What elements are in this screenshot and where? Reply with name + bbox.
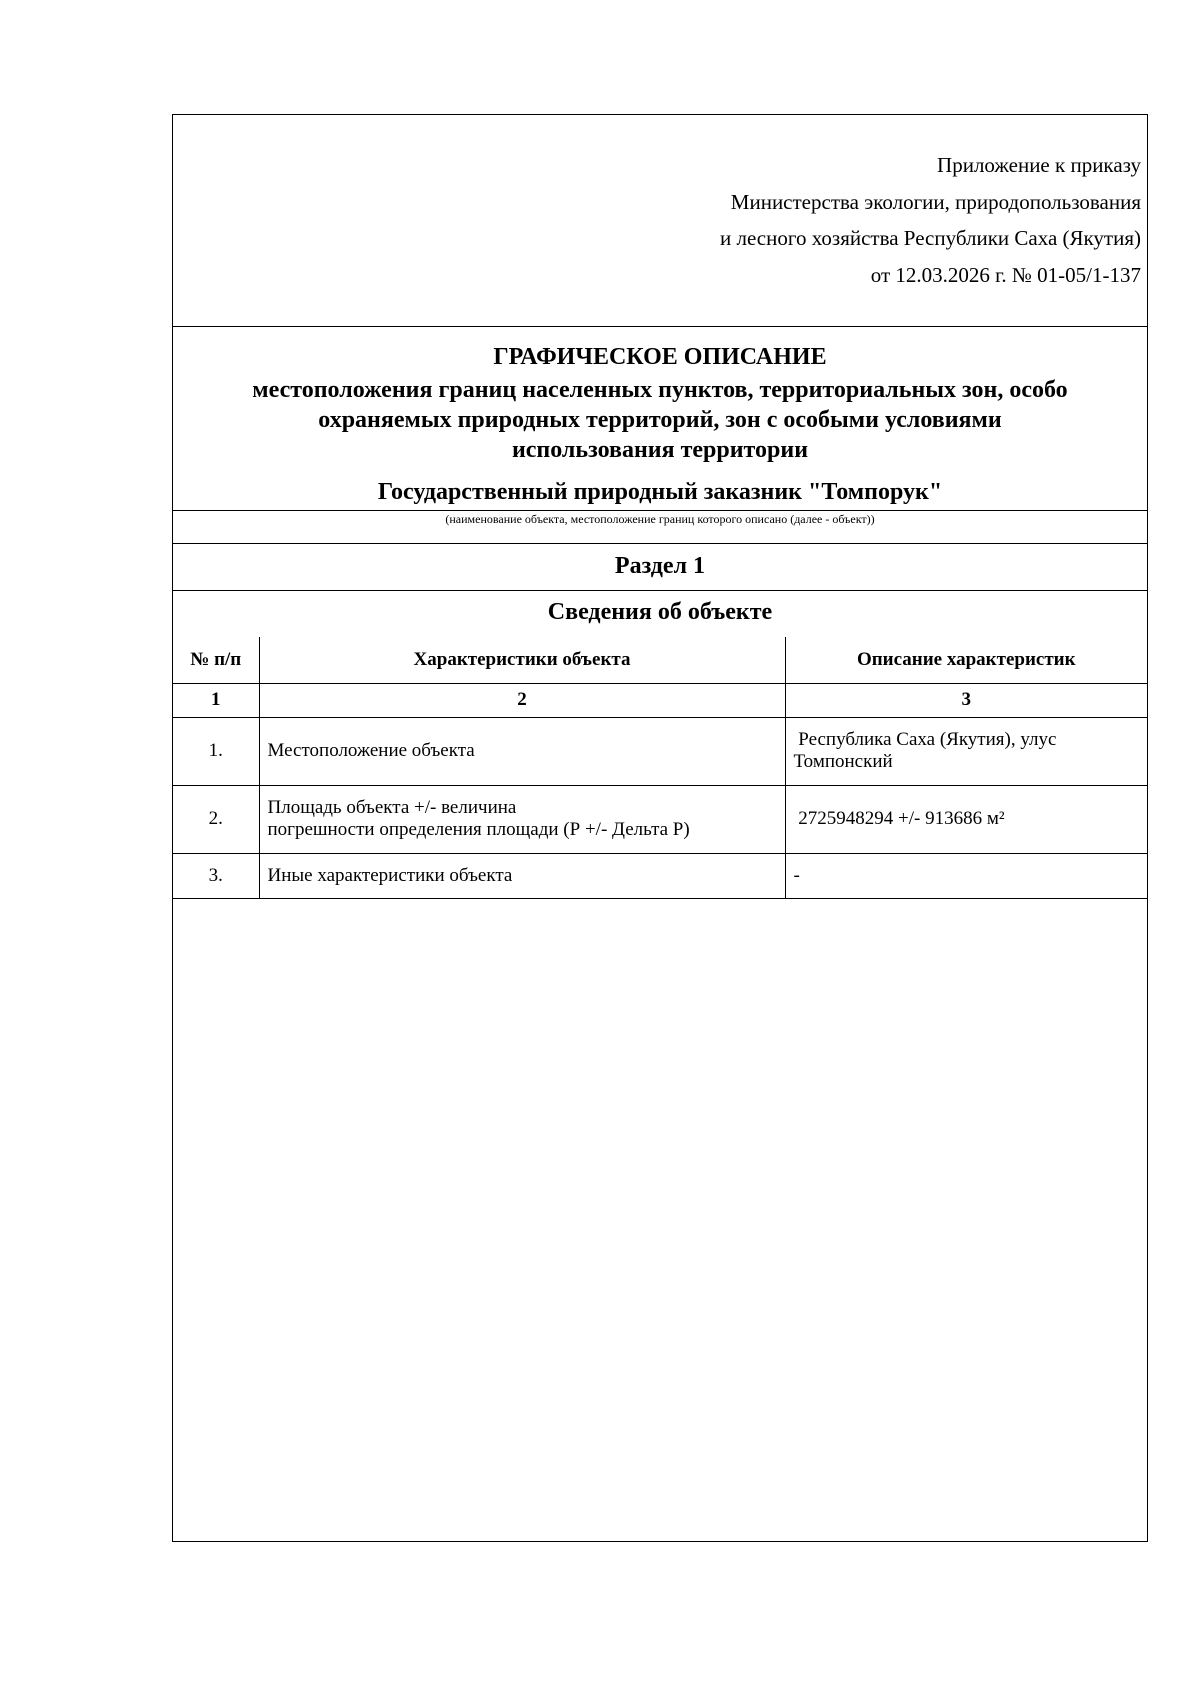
- document-title: ГРАФИЧЕСКОЕ ОПИСАНИЕ: [493, 344, 827, 370]
- approval-line-4: от 12.03.2026 г. № 01-05/1-137: [870, 263, 1141, 287]
- index-cell-2: 2: [259, 683, 785, 717]
- characteristic-text-line-2: погрешности определения площади (Р +/- Дельта Р): [267, 819, 690, 840]
- row-number: 1.: [173, 717, 259, 785]
- row-number: 3.: [173, 853, 259, 898]
- subtitle-line-2: охраняемых природных территорий, зон с особыми условиями: [318, 407, 1002, 433]
- header-characteristic: Характеристики объекта: [259, 637, 785, 683]
- object-info-table: [173, 637, 1147, 899]
- table-header-row: [173, 637, 1147, 683]
- section-subtitle: Сведения об объекте: [547, 599, 773, 625]
- approval-line-3: и лесного хозяйства Республики Саха (Якутия): [719, 226, 1141, 250]
- row-characteristic: [259, 785, 785, 853]
- header-description: Описание характеристик: [785, 637, 1147, 683]
- characteristic-text: Иные характеристики объекта: [267, 864, 513, 886]
- subtitle-line-3: использования территории: [511, 437, 809, 463]
- row-characteristic: [259, 853, 785, 898]
- approval-block: [173, 115, 1147, 327]
- index-cell-3: 3: [785, 683, 1147, 717]
- row-description: [785, 785, 1147, 853]
- document-frame: [172, 114, 1148, 1542]
- description-text: -: [793, 864, 800, 886]
- table-row: [173, 717, 1147, 785]
- characteristic-text-line-1: Площадь объекта +/- величина: [267, 797, 517, 818]
- title-block: [173, 327, 1147, 626]
- document-subtitle: [173, 375, 1147, 465]
- row-description: [785, 853, 1147, 898]
- section-divider-top: [173, 543, 1147, 544]
- object-name: Государственный природный заказник "Томпорук": [377, 479, 943, 505]
- object-name-caption: (наименование объекта, местоположение границ которого описано (далее - объект)): [445, 512, 875, 526]
- description-text-line-2: Томпонский: [793, 751, 893, 772]
- approval-line-1: Приложение к приказу: [937, 153, 1141, 177]
- characteristic-text: Местоположение объекта: [267, 740, 475, 761]
- table-row: [173, 853, 1147, 898]
- index-cell-1: 1: [173, 683, 259, 717]
- table-row: [173, 785, 1147, 853]
- description-text-line-1: Республика Саха (Якутия), улус: [793, 729, 1057, 750]
- object-name-underline: [173, 510, 1147, 511]
- section-title: Раздел 1: [614, 553, 706, 579]
- subtitle-line-1: местоположения границ населенных пунктов, территориальных зон, особо: [252, 377, 1068, 403]
- table-index-row: [173, 683, 1147, 717]
- row-description: [785, 717, 1147, 785]
- row-characteristic: [259, 717, 785, 785]
- header-number: № п/п: [173, 637, 259, 683]
- description-text: 2725948294 +/- 913686 м²: [793, 808, 1005, 829]
- approval-line-2: Министерства экологии, природопользования: [730, 190, 1141, 214]
- row-number: 2.: [173, 785, 259, 853]
- section-divider-middle: [173, 590, 1147, 591]
